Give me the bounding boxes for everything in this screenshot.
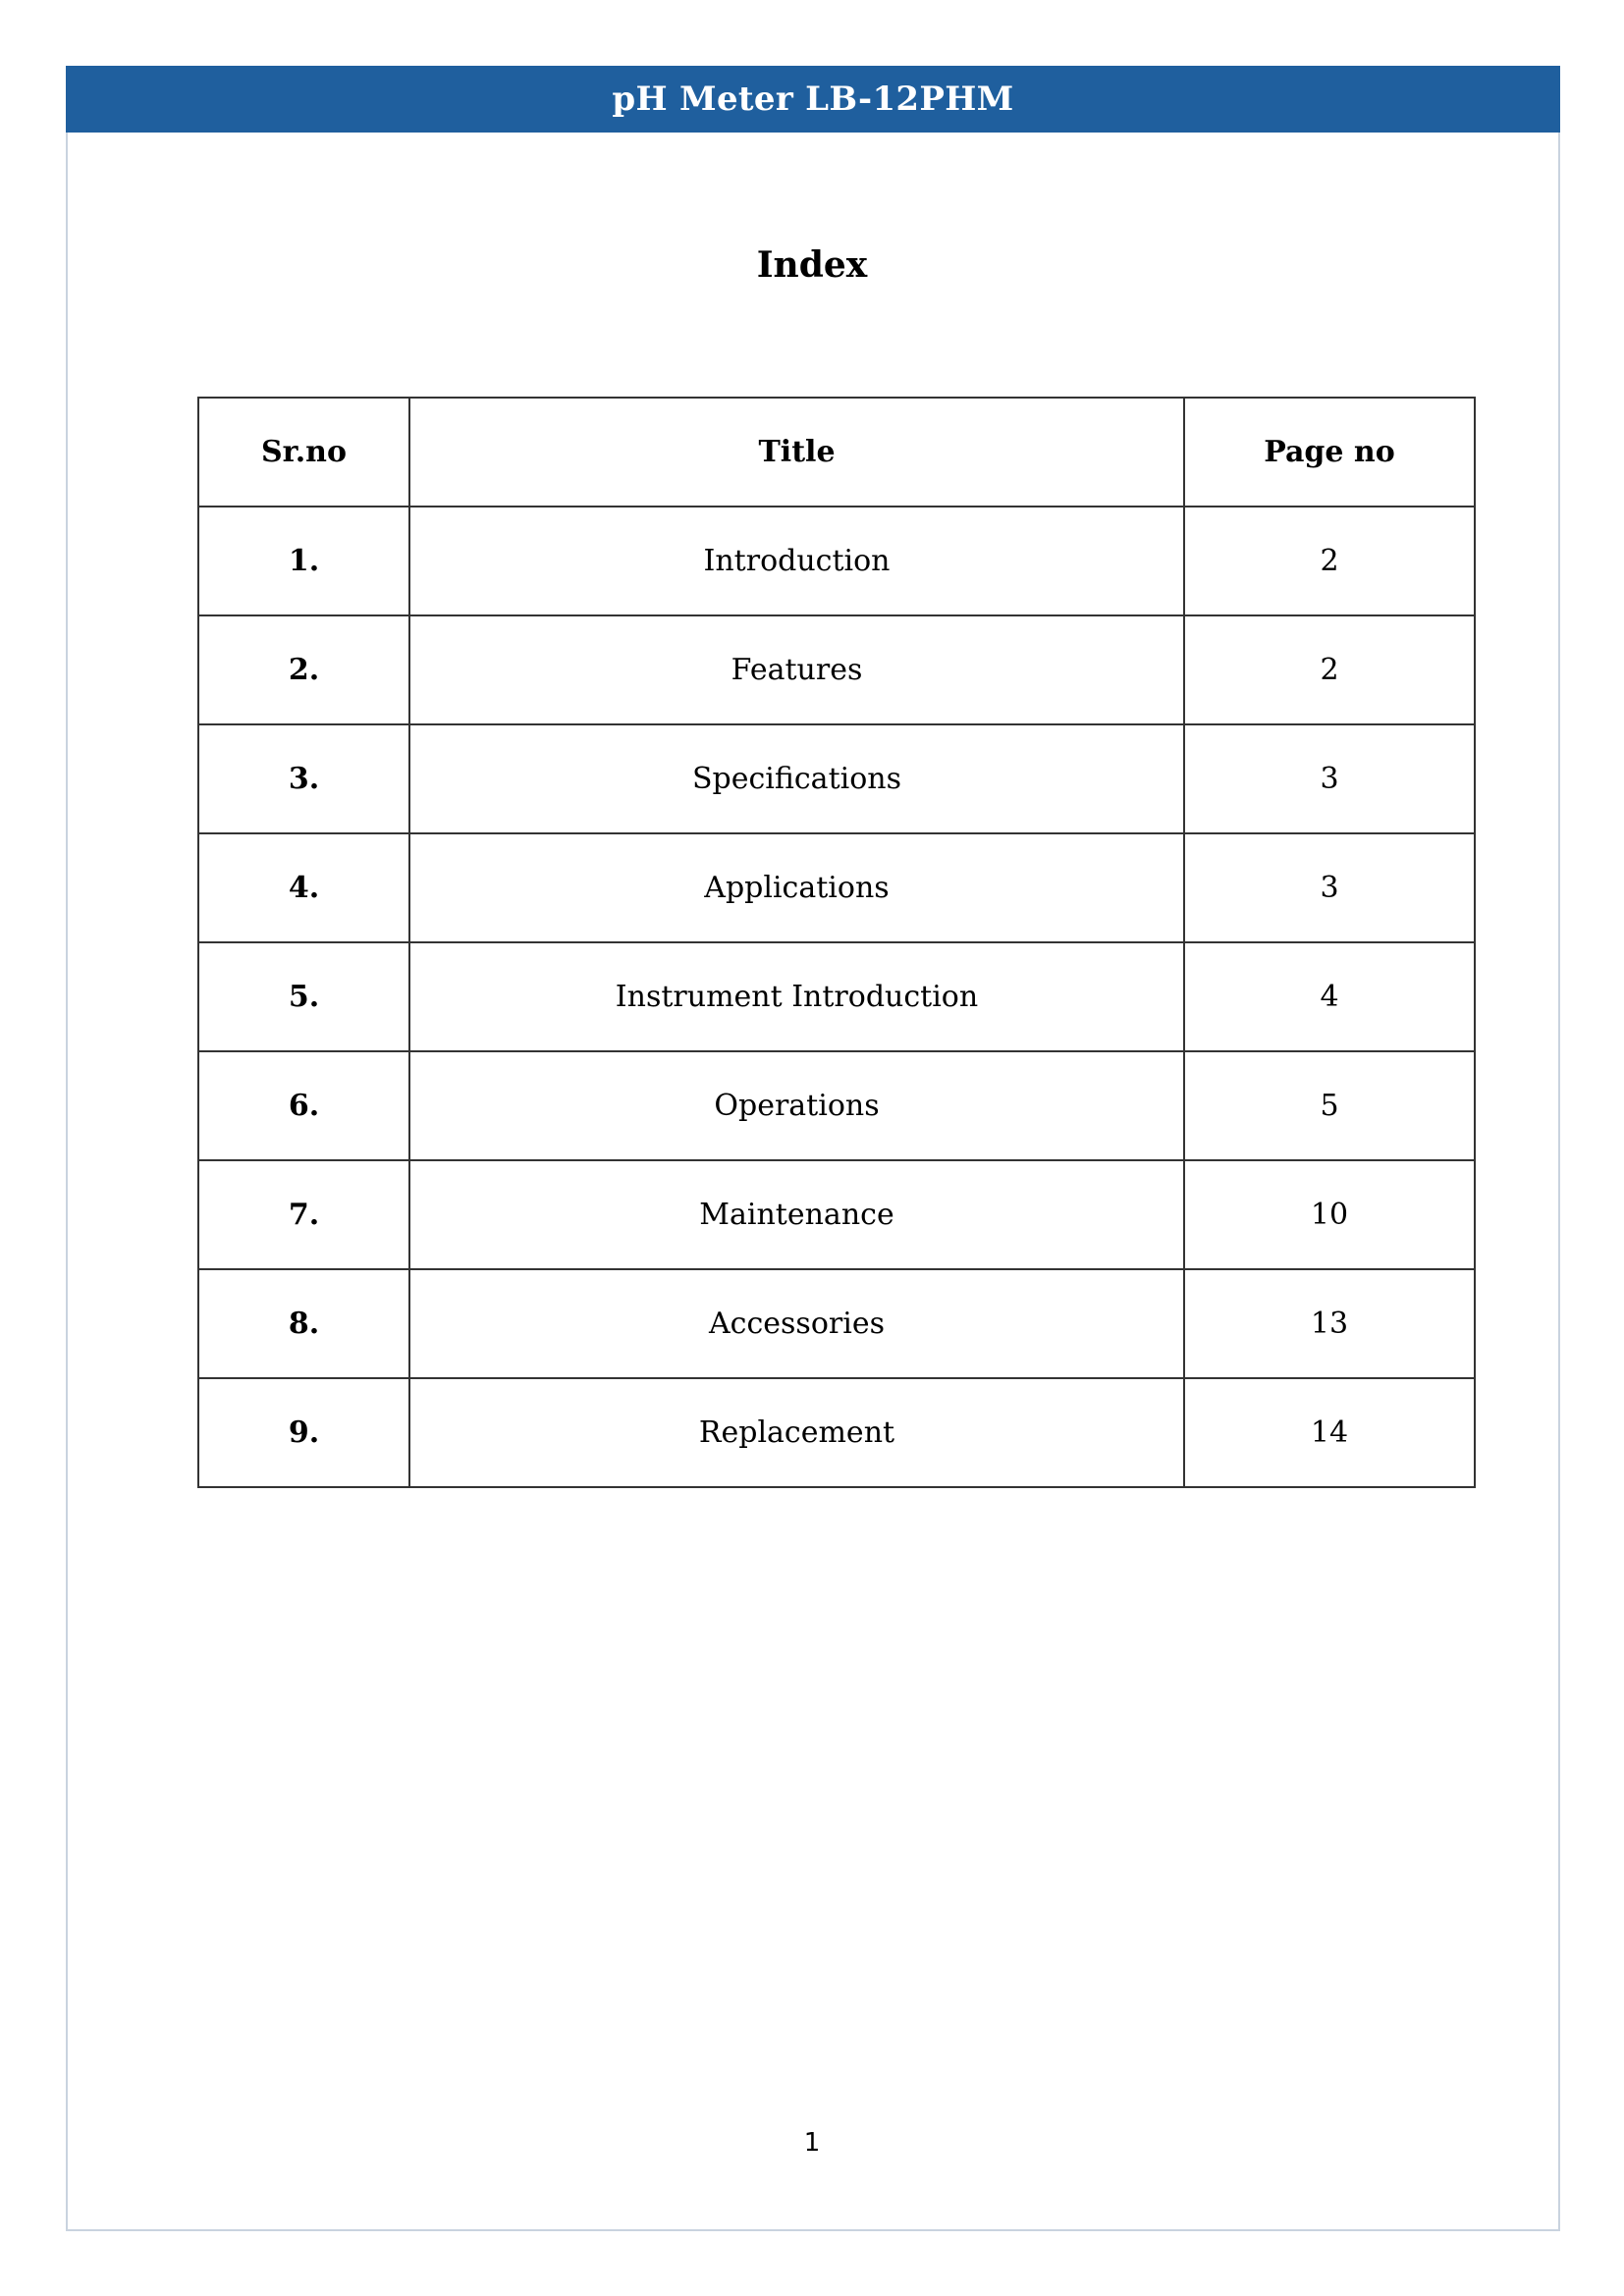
- row-title: Replacement: [409, 1378, 1184, 1487]
- row-page-no: 2: [1184, 507, 1475, 615]
- row-sr-no: 2.: [198, 615, 409, 724]
- column-header-sr-no: Sr.no: [198, 398, 409, 507]
- row-sr-no: 1.: [198, 507, 409, 615]
- table-row: [198, 1269, 1475, 1378]
- row-sr-no: 9.: [198, 1378, 409, 1487]
- table-row: [198, 833, 1475, 942]
- row-sr-no: 7.: [198, 1160, 409, 1269]
- row-page-no: 13: [1184, 1269, 1475, 1378]
- document-title: pH Meter LB-12PHM: [612, 80, 1014, 119]
- row-title: Operations: [409, 1051, 1184, 1160]
- index-table: [197, 397, 1476, 1488]
- row-page-no: 4: [1184, 942, 1475, 1051]
- row-title: Applications: [409, 833, 1184, 942]
- row-sr-no: 6.: [198, 1051, 409, 1160]
- row-title: Specifications: [409, 724, 1184, 833]
- row-page-no: 3: [1184, 724, 1475, 833]
- row-sr-no: 4.: [198, 833, 409, 942]
- table-row: [198, 1378, 1475, 1487]
- table-row: [198, 507, 1475, 615]
- row-page-no: 10: [1184, 1160, 1475, 1269]
- row-sr-no: 3.: [198, 724, 409, 833]
- row-sr-no: 8.: [198, 1269, 409, 1378]
- row-page-no: 14: [1184, 1378, 1475, 1487]
- row-page-no: 2: [1184, 615, 1475, 724]
- row-title: Maintenance: [409, 1160, 1184, 1269]
- row-title: Instrument Introduction: [409, 942, 1184, 1051]
- page-number: 1: [803, 2128, 821, 2158]
- row-page-no: 5: [1184, 1051, 1475, 1160]
- table-row: [198, 724, 1475, 833]
- column-header-page-no: Page no: [1184, 398, 1475, 507]
- header-bar: [66, 66, 1560, 133]
- row-page-no: 3: [1184, 833, 1475, 942]
- table-row: [198, 942, 1475, 1051]
- row-sr-no: 5.: [198, 942, 409, 1051]
- table-row: [198, 1051, 1475, 1160]
- column-header-title: Title: [409, 398, 1184, 507]
- row-title: Features: [409, 615, 1184, 724]
- index-heading: Index: [756, 244, 868, 286]
- row-title: Accessories: [409, 1269, 1184, 1378]
- table-row: [198, 615, 1475, 724]
- row-title: Introduction: [409, 507, 1184, 615]
- table-row: [198, 1160, 1475, 1269]
- table-header-row: [198, 398, 1475, 507]
